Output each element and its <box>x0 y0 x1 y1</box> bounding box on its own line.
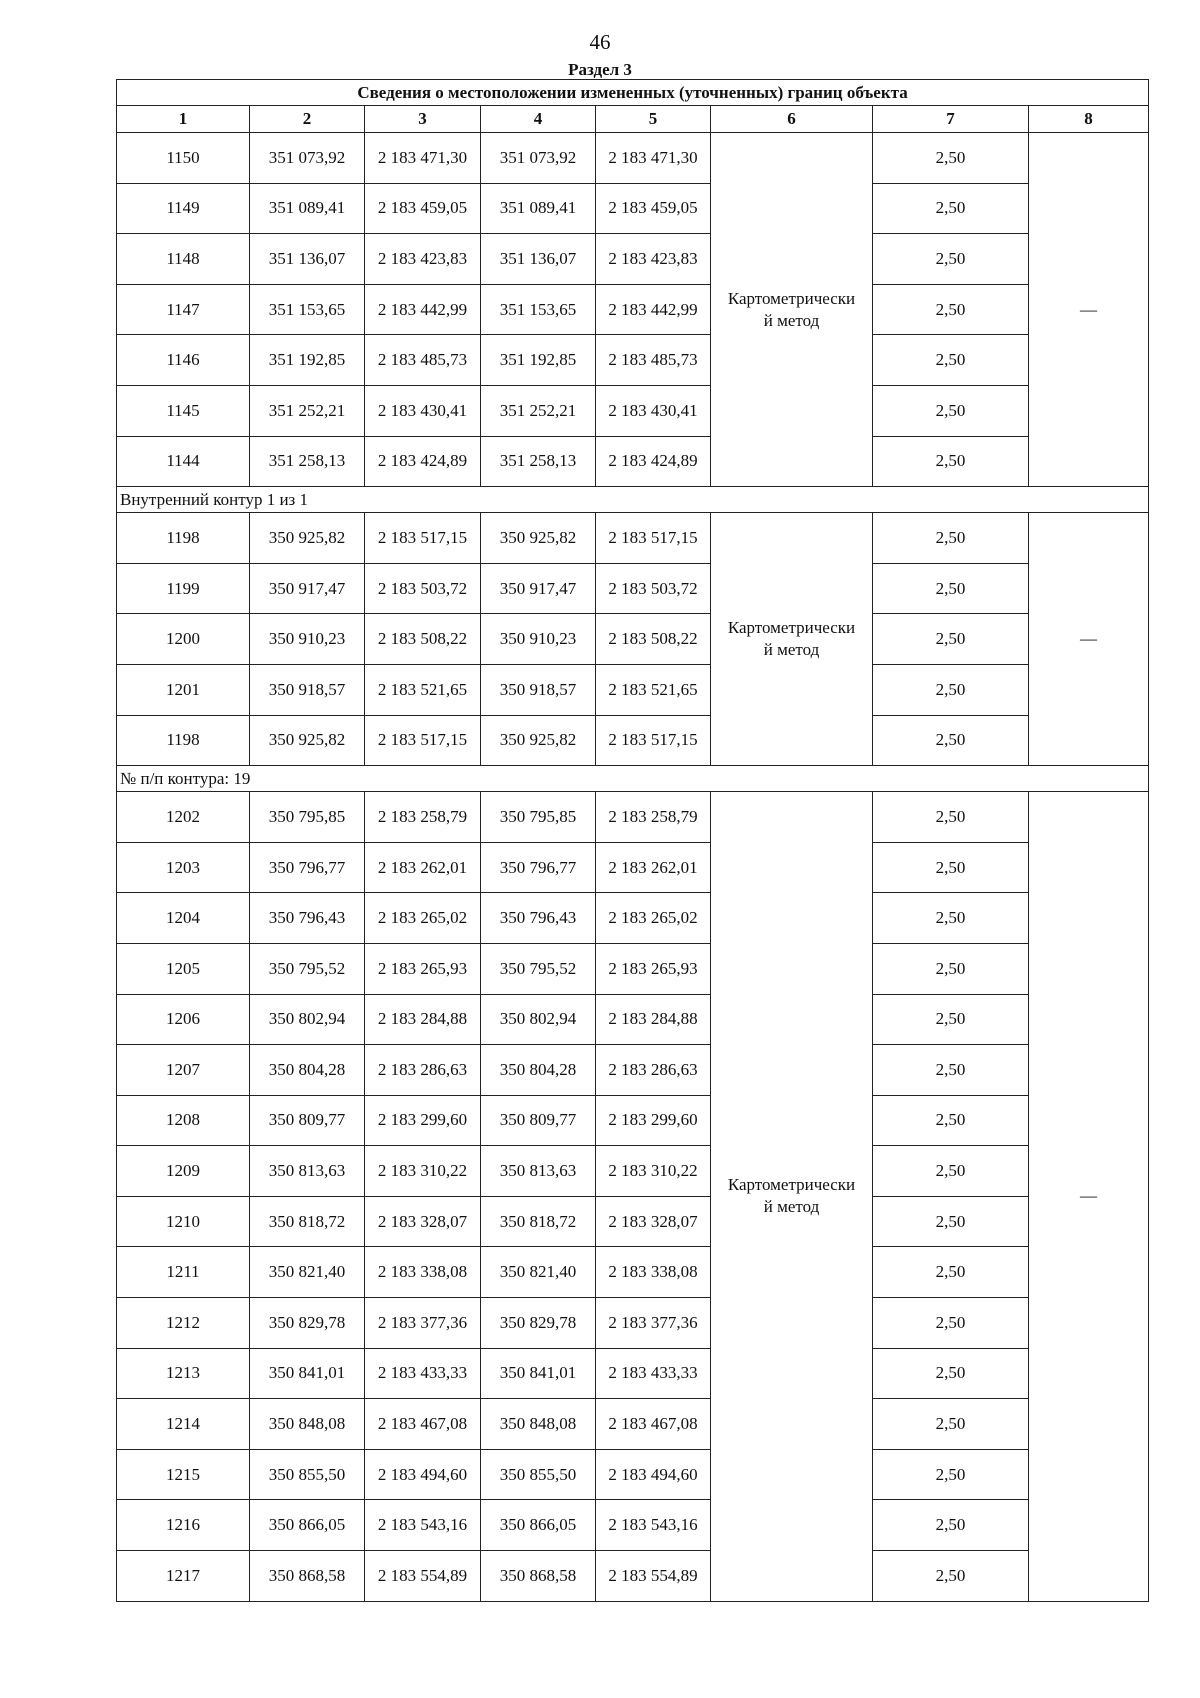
x-coordinate-new: 350 848,08 <box>481 1399 596 1450</box>
precision-value: 2,50 <box>873 183 1029 234</box>
y-coordinate-old: 2 183 258,79 <box>365 792 481 843</box>
x-coordinate-old: 350 841,01 <box>250 1348 365 1399</box>
y-coordinate-new: 2 183 517,15 <box>596 715 711 766</box>
y-coordinate-new: 2 183 508,22 <box>596 614 711 665</box>
y-coordinate-new: 2 183 467,08 <box>596 1399 711 1450</box>
x-coordinate-new: 351 136,07 <box>481 234 596 285</box>
y-coordinate-old: 2 183 310,22 <box>365 1146 481 1197</box>
y-coordinate-old: 2 183 284,88 <box>365 994 481 1045</box>
point-number: 1204 <box>117 893 250 944</box>
point-number: 1207 <box>117 1045 250 1096</box>
point-number: 1205 <box>117 943 250 994</box>
column-number: 2 <box>250 106 365 133</box>
y-coordinate-new: 2 183 310,22 <box>596 1146 711 1197</box>
table-row <box>117 385 1149 436</box>
y-coordinate-new: 2 183 554,89 <box>596 1551 711 1602</box>
precision-value: 2,50 <box>873 1399 1029 1450</box>
point-number: 1145 <box>117 385 250 436</box>
precision-value: 2,50 <box>873 133 1029 184</box>
point-number: 1215 <box>117 1449 250 1500</box>
precision-value: 2,50 <box>873 715 1029 766</box>
point-number: 1148 <box>117 234 250 285</box>
x-coordinate-old: 350 795,52 <box>250 943 365 994</box>
x-coordinate-new: 351 252,21 <box>481 385 596 436</box>
x-coordinate-old: 351 153,65 <box>250 284 365 335</box>
table-row <box>117 234 1149 285</box>
table-row <box>117 792 1149 843</box>
point-number: 1198 <box>117 715 250 766</box>
x-coordinate-old: 350 813,63 <box>250 1146 365 1197</box>
precision-value: 2,50 <box>873 1247 1029 1298</box>
x-coordinate-new: 350 804,28 <box>481 1045 596 1096</box>
y-coordinate-old: 2 183 424,89 <box>365 436 481 487</box>
table-row <box>117 133 1149 184</box>
precision-value: 2,50 <box>873 792 1029 843</box>
table-row <box>117 1196 1149 1247</box>
y-coordinate-new: 2 183 262,01 <box>596 842 711 893</box>
x-coordinate-old: 350 855,50 <box>250 1449 365 1500</box>
y-coordinate-old: 2 183 262,01 <box>365 842 481 893</box>
y-coordinate-new: 2 183 328,07 <box>596 1196 711 1247</box>
y-coordinate-old: 2 183 508,22 <box>365 614 481 665</box>
table-row <box>117 943 1149 994</box>
point-number: 1210 <box>117 1196 250 1247</box>
precision-value: 2,50 <box>873 1298 1029 1349</box>
x-coordinate-old: 350 796,77 <box>250 842 365 893</box>
y-coordinate-new: 2 183 299,60 <box>596 1095 711 1146</box>
y-coordinate-new: 2 183 258,79 <box>596 792 711 843</box>
x-coordinate-new: 351 258,13 <box>481 436 596 487</box>
column-number: 4 <box>481 106 596 133</box>
x-coordinate-new: 350 918,57 <box>481 664 596 715</box>
point-number: 1147 <box>117 284 250 335</box>
method-text-line1: Картометрически <box>727 618 856 638</box>
y-coordinate-new: 2 183 286,63 <box>596 1045 711 1096</box>
y-coordinate-old: 2 183 517,15 <box>365 513 481 564</box>
x-coordinate-new: 350 829,78 <box>481 1298 596 1349</box>
contour-label: Внутренний контур 1 из 1 <box>117 487 1149 513</box>
y-coordinate-old: 2 183 459,05 <box>365 183 481 234</box>
column-number: 5 <box>596 106 711 133</box>
table-row <box>117 1551 1149 1602</box>
y-coordinate-old: 2 183 467,08 <box>365 1399 481 1450</box>
y-coordinate-old: 2 183 328,07 <box>365 1196 481 1247</box>
column8-dash: — <box>1029 513 1149 766</box>
x-coordinate-new: 350 813,63 <box>481 1146 596 1197</box>
y-coordinate-new: 2 183 517,15 <box>596 513 711 564</box>
column-number: 8 <box>1029 106 1149 133</box>
method-text-line1: Картометрически <box>727 288 856 308</box>
precision-value: 2,50 <box>873 1095 1029 1146</box>
x-coordinate-new: 350 818,72 <box>481 1196 596 1247</box>
point-number: 1199 <box>117 563 250 614</box>
precision-value: 2,50 <box>873 614 1029 665</box>
precision-value: 2,50 <box>873 513 1029 564</box>
precision-value: 2,50 <box>873 563 1029 614</box>
x-coordinate-new: 350 925,82 <box>481 513 596 564</box>
method-cell <box>711 133 873 487</box>
precision-value: 2,50 <box>873 234 1029 285</box>
point-number: 1203 <box>117 842 250 893</box>
y-coordinate-new: 2 183 521,65 <box>596 664 711 715</box>
point-number: 1214 <box>117 1399 250 1450</box>
table-row <box>117 1045 1149 1096</box>
precision-value: 2,50 <box>873 842 1029 893</box>
x-coordinate-old: 350 866,05 <box>250 1500 365 1551</box>
x-coordinate-old: 351 192,85 <box>250 335 365 386</box>
x-coordinate-new: 350 821,40 <box>481 1247 596 1298</box>
x-coordinate-old: 350 802,94 <box>250 994 365 1045</box>
point-number: 1217 <box>117 1551 250 1602</box>
table-row <box>117 284 1149 335</box>
table-row <box>117 335 1149 386</box>
x-coordinate-old: 350 829,78 <box>250 1298 365 1349</box>
point-number: 1211 <box>117 1247 250 1298</box>
y-coordinate-old: 2 183 517,15 <box>365 715 481 766</box>
precision-value: 2,50 <box>873 284 1029 335</box>
table-row <box>117 1348 1149 1399</box>
x-coordinate-old: 350 917,47 <box>250 563 365 614</box>
x-coordinate-new: 350 866,05 <box>481 1500 596 1551</box>
point-number: 1202 <box>117 792 250 843</box>
x-coordinate-old: 350 848,08 <box>250 1399 365 1450</box>
column-number: 6 <box>711 106 873 133</box>
column-number: 7 <box>873 106 1029 133</box>
table-row <box>117 1500 1149 1551</box>
x-coordinate-new: 350 796,43 <box>481 893 596 944</box>
y-coordinate-new: 2 183 430,41 <box>596 385 711 436</box>
point-number: 1213 <box>117 1348 250 1399</box>
precision-value: 2,50 <box>873 1449 1029 1500</box>
precision-value: 2,50 <box>873 1348 1029 1399</box>
table-row <box>117 436 1149 487</box>
table-row <box>117 1399 1149 1450</box>
boundary-table <box>116 79 1149 1602</box>
method-cell <box>711 513 873 766</box>
precision-value: 2,50 <box>873 1146 1029 1197</box>
x-coordinate-new: 350 910,23 <box>481 614 596 665</box>
point-number: 1150 <box>117 133 250 184</box>
y-coordinate-old: 2 183 471,30 <box>365 133 481 184</box>
x-coordinate-old: 351 258,13 <box>250 436 365 487</box>
y-coordinate-old: 2 183 265,93 <box>365 943 481 994</box>
y-coordinate-old: 2 183 299,60 <box>365 1095 481 1146</box>
point-number: 1198 <box>117 513 250 564</box>
table-row <box>117 1095 1149 1146</box>
y-coordinate-new: 2 183 265,93 <box>596 943 711 994</box>
x-coordinate-new: 351 153,65 <box>481 284 596 335</box>
y-coordinate-old: 2 183 433,33 <box>365 1348 481 1399</box>
y-coordinate-new: 2 183 543,16 <box>596 1500 711 1551</box>
y-coordinate-new: 2 183 471,30 <box>596 133 711 184</box>
precision-value: 2,50 <box>873 385 1029 436</box>
x-coordinate-old: 350 804,28 <box>250 1045 365 1096</box>
table-row <box>117 183 1149 234</box>
y-coordinate-new: 2 183 459,05 <box>596 183 711 234</box>
table-row <box>117 1146 1149 1197</box>
x-coordinate-old: 351 073,92 <box>250 133 365 184</box>
table-row <box>117 513 1149 564</box>
precision-value: 2,50 <box>873 1500 1029 1551</box>
y-coordinate-old: 2 183 423,83 <box>365 234 481 285</box>
y-coordinate-old: 2 183 554,89 <box>365 1551 481 1602</box>
x-coordinate-new: 350 868,58 <box>481 1551 596 1602</box>
table-row <box>117 1298 1149 1349</box>
contour-label: № п/п контура: 19 <box>117 766 1149 792</box>
x-coordinate-old: 350 821,40 <box>250 1247 365 1298</box>
x-coordinate-new: 350 802,94 <box>481 994 596 1045</box>
precision-value: 2,50 <box>873 1196 1029 1247</box>
column8-dash: — <box>1029 133 1149 487</box>
x-coordinate-old: 350 868,58 <box>250 1551 365 1602</box>
precision-value: 2,50 <box>873 893 1029 944</box>
y-coordinate-new: 2 183 265,02 <box>596 893 711 944</box>
point-number: 1149 <box>117 183 250 234</box>
x-coordinate-old: 351 252,21 <box>250 385 365 436</box>
y-coordinate-new: 2 183 423,83 <box>596 234 711 285</box>
precision-value: 2,50 <box>873 1045 1029 1096</box>
precision-value: 2,50 <box>873 335 1029 386</box>
point-number: 1212 <box>117 1298 250 1349</box>
y-coordinate-old: 2 183 494,60 <box>365 1449 481 1500</box>
method-text-line1: Картометрически <box>727 1175 856 1195</box>
y-coordinate-new: 2 183 433,33 <box>596 1348 711 1399</box>
y-coordinate-old: 2 183 485,73 <box>365 335 481 386</box>
y-coordinate-old: 2 183 286,63 <box>365 1045 481 1096</box>
x-coordinate-old: 350 796,43 <box>250 893 365 944</box>
column-number: 3 <box>365 106 481 133</box>
table-row <box>117 614 1149 665</box>
x-coordinate-new: 350 795,85 <box>481 792 596 843</box>
table-row <box>117 563 1149 614</box>
section-title: Раздел 3 <box>568 60 632 79</box>
precision-value: 2,50 <box>873 664 1029 715</box>
table-row <box>117 1247 1149 1298</box>
y-coordinate-new: 2 183 503,72 <box>596 563 711 614</box>
y-coordinate-old: 2 183 521,65 <box>365 664 481 715</box>
y-coordinate-new: 2 183 284,88 <box>596 994 711 1045</box>
x-coordinate-new: 351 073,92 <box>481 133 596 184</box>
x-coordinate-new: 350 917,47 <box>481 563 596 614</box>
y-coordinate-old: 2 183 338,08 <box>365 1247 481 1298</box>
point-number: 1209 <box>117 1146 250 1197</box>
y-coordinate-new: 2 183 377,36 <box>596 1298 711 1349</box>
method-text-line2: й метод <box>763 1197 820 1217</box>
y-coordinate-old: 2 183 265,02 <box>365 893 481 944</box>
precision-value: 2,50 <box>873 943 1029 994</box>
y-coordinate-old: 2 183 503,72 <box>365 563 481 614</box>
y-coordinate-old: 2 183 377,36 <box>365 1298 481 1349</box>
x-coordinate-old: 351 136,07 <box>250 234 365 285</box>
x-coordinate-new: 350 855,50 <box>481 1449 596 1500</box>
point-number: 1216 <box>117 1500 250 1551</box>
column8-dash: — <box>1029 792 1149 1602</box>
method-text-line2: й метод <box>763 310 820 330</box>
method-cell <box>711 792 873 1602</box>
y-coordinate-new: 2 183 485,73 <box>596 335 711 386</box>
method-text-line2: й метод <box>763 640 820 660</box>
contour-label-row <box>117 766 1149 792</box>
y-coordinate-old: 2 183 543,16 <box>365 1500 481 1551</box>
y-coordinate-new: 2 183 338,08 <box>596 1247 711 1298</box>
point-number: 1208 <box>117 1095 250 1146</box>
x-coordinate-new: 350 796,77 <box>481 842 596 893</box>
point-number: 1144 <box>117 436 250 487</box>
point-number: 1206 <box>117 994 250 1045</box>
x-coordinate-new: 351 089,41 <box>481 183 596 234</box>
table-row <box>117 715 1149 766</box>
x-coordinate-old: 350 910,23 <box>250 614 365 665</box>
y-coordinate-new: 2 183 424,89 <box>596 436 711 487</box>
point-number: 1201 <box>117 664 250 715</box>
table-row <box>117 664 1149 715</box>
column-number-row <box>117 106 1149 133</box>
x-coordinate-old: 350 818,72 <box>250 1196 365 1247</box>
precision-value: 2,50 <box>873 1551 1029 1602</box>
x-coordinate-new: 350 795,52 <box>481 943 596 994</box>
point-number: 1146 <box>117 335 250 386</box>
y-coordinate-old: 2 183 430,41 <box>365 385 481 436</box>
x-coordinate-old: 350 918,57 <box>250 664 365 715</box>
table-row <box>117 1449 1149 1500</box>
x-coordinate-old: 350 925,82 <box>250 715 365 766</box>
x-coordinate-new: 350 925,82 <box>481 715 596 766</box>
point-number: 1200 <box>117 614 250 665</box>
y-coordinate-new: 2 183 442,99 <box>596 284 711 335</box>
table-row <box>117 994 1149 1045</box>
x-coordinate-new: 351 192,85 <box>481 335 596 386</box>
table-row <box>117 893 1149 944</box>
x-coordinate-new: 350 809,77 <box>481 1095 596 1146</box>
precision-value: 2,50 <box>873 436 1029 487</box>
x-coordinate-old: 350 795,85 <box>250 792 365 843</box>
precision-value: 2,50 <box>873 994 1029 1045</box>
page-number: 46 <box>589 30 611 54</box>
y-coordinate-old: 2 183 442,99 <box>365 284 481 335</box>
x-coordinate-old: 351 089,41 <box>250 183 365 234</box>
x-coordinate-new: 350 841,01 <box>481 1348 596 1399</box>
table-caption: Сведения о местоположении измененных (уточненных) границ объекта <box>117 80 1149 106</box>
column-number: 1 <box>117 106 250 133</box>
table-row <box>117 842 1149 893</box>
y-coordinate-new: 2 183 494,60 <box>596 1449 711 1500</box>
x-coordinate-old: 350 809,77 <box>250 1095 365 1146</box>
x-coordinate-old: 350 925,82 <box>250 513 365 564</box>
contour-label-row <box>117 487 1149 513</box>
